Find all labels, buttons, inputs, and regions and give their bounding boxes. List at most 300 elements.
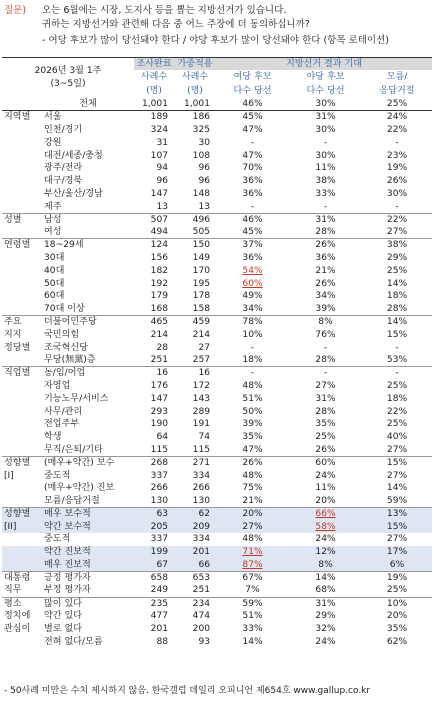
row-label-text: 약간 진보적 xyxy=(44,547,91,558)
weighted-count-text: 266 xyxy=(192,483,211,494)
opposition-pct xyxy=(289,635,362,648)
sample-count-text: 67 xyxy=(156,559,169,570)
weighted-count xyxy=(174,226,216,239)
weighted-count xyxy=(174,495,216,508)
question-line-2: 귀하는 지방선거와 관련해 다음 중 어느 주장에 더 동의하십니까? xyxy=(42,19,310,30)
weighted-count-text: 130 xyxy=(192,495,211,506)
row-label xyxy=(40,328,134,341)
row-label xyxy=(40,392,134,405)
row-group-label xyxy=(2,290,40,303)
ruling-pct xyxy=(216,98,289,111)
sample-count-text: 96 xyxy=(156,176,169,187)
weighted-count xyxy=(174,277,216,290)
opposition-pct-text: 8% xyxy=(318,559,333,570)
dontknow-pct-text: 19% xyxy=(386,573,408,584)
table-row xyxy=(2,482,432,495)
sample-count-text: 235 xyxy=(150,598,169,609)
ruling-pct-text: 70% xyxy=(242,163,263,174)
sample-count xyxy=(134,533,174,546)
ruling-pct xyxy=(216,520,289,533)
sample-count-text: 168 xyxy=(150,303,169,314)
row-group-label xyxy=(2,533,40,546)
dontknow-pct-text: 26% xyxy=(386,176,408,187)
weighted-count xyxy=(174,482,216,495)
sample-count-text: 266 xyxy=(150,483,169,494)
sample-count-text: 658 xyxy=(150,573,169,584)
sample-count-text: 124 xyxy=(150,240,169,251)
table-row xyxy=(2,149,432,162)
row-label xyxy=(40,111,134,124)
weighted-count xyxy=(174,520,216,533)
sample-count xyxy=(134,405,174,418)
opposition-pct xyxy=(289,277,362,290)
row-group-label xyxy=(2,200,40,213)
dontknow-pct xyxy=(362,303,432,316)
row-label-text: 약간 있다 xyxy=(44,611,83,622)
opposition-pct xyxy=(289,111,362,124)
table-row xyxy=(2,328,432,341)
ruling-pct-text: 36% xyxy=(242,188,263,199)
table-row xyxy=(2,597,432,610)
ruling-pct-text: 26% xyxy=(242,457,263,468)
opposition-pct-text: 25% xyxy=(315,432,336,443)
table-row xyxy=(2,277,432,290)
row-group-label-text: 평소 xyxy=(4,598,22,609)
opposition-pct xyxy=(289,610,362,623)
ruling-pct xyxy=(216,162,289,175)
table-row xyxy=(2,392,432,405)
ruling-pct-text: 48% xyxy=(242,534,263,545)
table-row xyxy=(2,136,432,149)
opposition-pct xyxy=(289,559,362,572)
row-label-text: 서울 xyxy=(44,112,62,123)
opposition-pct xyxy=(289,226,362,239)
row-label xyxy=(40,559,134,572)
row-label xyxy=(40,252,134,265)
row-group-label xyxy=(2,354,40,367)
row-group-label xyxy=(2,341,40,354)
sample-count-text: 156 xyxy=(150,252,169,263)
table-row xyxy=(2,380,432,393)
table-row xyxy=(2,610,432,623)
weighted-count xyxy=(174,239,216,252)
weighted-count-text: 27 xyxy=(198,342,211,353)
weighted-count xyxy=(174,149,216,162)
sample-count xyxy=(134,571,174,584)
row-label-text: 약간 보수적 xyxy=(44,521,91,532)
dontknow-pct-text: 59% xyxy=(386,495,408,506)
row-label-text: 여성 xyxy=(44,227,62,238)
opposition-pct-text: 11% xyxy=(315,483,336,494)
weighted-count xyxy=(174,98,216,111)
dontknow-pct-text: 15% xyxy=(386,457,408,468)
ruling-pct xyxy=(216,277,289,290)
row-group-label-text: 성별 xyxy=(4,214,22,225)
ruling-pct xyxy=(216,469,289,482)
weighted-count xyxy=(174,264,216,277)
sample-count-text: 268 xyxy=(150,457,169,468)
ruling-pct-text: 49% xyxy=(242,291,263,302)
row-label-text: 무당(無黨)층 xyxy=(44,355,96,366)
row-label xyxy=(40,136,134,149)
opposition-pct-text: 21% xyxy=(315,265,336,276)
sample-count xyxy=(134,290,174,303)
weighted-count-text: 334 xyxy=(192,534,211,545)
opposition-pct-text: - xyxy=(323,201,328,212)
dontknow-pct-text: 13% xyxy=(386,509,408,520)
dontknow-pct xyxy=(362,405,432,418)
weighted-count-text: 148 xyxy=(192,188,211,199)
dontknow-pct xyxy=(362,520,432,533)
ruling-pct-text: 20% xyxy=(242,509,263,520)
table-row xyxy=(2,162,432,175)
ruling-pct xyxy=(216,533,289,546)
weighted-count xyxy=(174,431,216,444)
opposition-pct-text: 35% xyxy=(315,419,336,430)
opposition-pct xyxy=(289,597,362,610)
weighted-count-text: 66 xyxy=(198,559,211,570)
dontknow-pct-text: 14% xyxy=(386,278,408,289)
opposition-pct-text: 27% xyxy=(315,380,336,391)
row-group-label-text: 연령별 xyxy=(4,240,31,251)
table-row xyxy=(2,571,432,584)
ruling-pct xyxy=(216,226,289,239)
ruling-pct xyxy=(216,444,289,457)
opposition-pct xyxy=(289,495,362,508)
footnote: - 50사례 미만은 수치 제시하지 않음. 한국갤럽 데일리 오피니언 제654호 www.gallup.co.kr xyxy=(4,686,371,696)
question-line-1: 오는 6월에는 시장, 도지사 등을 뽑는 지방선거가 있습니다. xyxy=(42,5,287,16)
row-label xyxy=(40,162,134,175)
sample-count-text: 201 xyxy=(150,624,169,635)
sample-count-text: 507 xyxy=(150,214,169,225)
row-group-label-text: 관심이 xyxy=(4,624,31,635)
table-row xyxy=(2,111,432,124)
ruling-header-2: 다수 당선 xyxy=(233,86,272,96)
row-label xyxy=(40,226,134,239)
opposition-pct xyxy=(289,533,362,546)
dontknow-pct xyxy=(362,597,432,610)
ruling-pct xyxy=(216,508,289,521)
ruling-pct xyxy=(216,200,289,213)
ruling-pct-text: 27% xyxy=(242,521,263,532)
row-label-text: 70대 이상 xyxy=(44,303,85,314)
sample-count xyxy=(134,635,174,648)
opposition-pct-text: 30% xyxy=(315,124,336,135)
weighted-count xyxy=(174,367,216,380)
row-group-label-text: 주요 xyxy=(4,317,22,328)
row-group-label-text: 정당별 xyxy=(4,342,31,353)
ruling-pct xyxy=(216,328,289,341)
ruling-pct-text: - xyxy=(250,201,255,212)
dontknow-pct-text: 15% xyxy=(386,329,408,340)
row-label xyxy=(40,482,134,495)
row-label-text: 무직/은퇴/기타 xyxy=(44,444,103,455)
sample-count xyxy=(134,188,174,201)
dontknow-pct xyxy=(362,239,432,252)
dontknow-pct xyxy=(362,431,432,444)
weighted-count xyxy=(174,252,216,265)
row-group-label xyxy=(2,444,40,457)
opposition-pct-text: 8% xyxy=(318,317,333,328)
row-label-text: 더불어민주당 xyxy=(44,317,97,328)
table-row xyxy=(2,175,432,188)
ruling-pct xyxy=(216,392,289,405)
sample-count-text: 249 xyxy=(150,585,169,596)
row-label-text: 남성 xyxy=(44,214,62,225)
sample-count xyxy=(134,162,174,175)
row-label-text: 50대 xyxy=(44,278,65,289)
opposition-pct xyxy=(289,213,362,226)
sample-count-text: 477 xyxy=(150,611,169,622)
dontknow-pct xyxy=(362,392,432,405)
table-row xyxy=(2,405,432,418)
table-row xyxy=(2,623,432,636)
weighted-count xyxy=(174,469,216,482)
row-group-label xyxy=(2,136,40,149)
opposition-pct xyxy=(289,341,362,354)
dontknow-pct-text: 18% xyxy=(386,393,408,404)
dontknow-pct xyxy=(362,546,432,559)
sample-count-text: 337 xyxy=(150,534,169,545)
weighted-count xyxy=(174,456,216,469)
row-group-label xyxy=(2,431,40,444)
opposition-pct xyxy=(289,239,362,252)
ruling-pct-text: 78% xyxy=(242,317,263,328)
sample-count xyxy=(134,341,174,354)
ruling-pct xyxy=(216,341,289,354)
sample-count-text: 94 xyxy=(156,163,169,174)
dontknow-pct-text: 27% xyxy=(386,227,408,238)
row-label-text: 중도적 xyxy=(44,470,71,481)
ruling-pct xyxy=(216,136,289,149)
row-label-text: (매우+약간) 보수 xyxy=(44,457,115,468)
opposition-pct-text: 30% xyxy=(315,99,336,110)
row-label-text: 긍정 평가자 xyxy=(44,573,91,584)
weighted-count xyxy=(174,444,216,457)
opposition-pct-text: 32% xyxy=(315,624,336,635)
opposition-pct xyxy=(289,354,362,367)
sample-count xyxy=(134,303,174,316)
dontknow-pct xyxy=(362,418,432,431)
row-group-label xyxy=(2,328,40,341)
table-row xyxy=(2,546,432,559)
ruling-pct-text: 87% xyxy=(242,559,263,570)
sample-count-text: 64 xyxy=(156,432,169,443)
sample-count-text: 31 xyxy=(156,137,169,148)
ruling-pct-text: 47% xyxy=(242,150,263,161)
sample-count xyxy=(134,252,174,265)
row-group-label xyxy=(2,559,40,572)
sample-count xyxy=(134,149,174,162)
weighted-count xyxy=(174,418,216,431)
weighted-count-text: 16 xyxy=(198,368,211,379)
weighted-count xyxy=(174,136,216,149)
dontknow-pct-text: 25% xyxy=(386,419,408,430)
row-group-label xyxy=(2,124,40,137)
dontknow-pct xyxy=(362,380,432,393)
row-label-text: 대구/경북 xyxy=(44,176,83,187)
weighted-count-text: 209 xyxy=(192,521,211,532)
row-label xyxy=(40,380,134,393)
opposition-pct-text: 68% xyxy=(315,585,336,596)
opposition-pct xyxy=(289,149,362,162)
row-group-label xyxy=(2,546,40,559)
ruling-pct-text: 33% xyxy=(242,624,263,635)
ruling-pct xyxy=(216,124,289,137)
row-label-text: 국민의힘 xyxy=(44,329,80,340)
dontknow-pct-text: 40% xyxy=(386,432,408,443)
ruling-pct-text: 37% xyxy=(242,240,263,251)
opposition-pct xyxy=(289,316,362,329)
weighted-count xyxy=(174,341,216,354)
row-label-text: 전체 xyxy=(79,99,97,110)
dontknow-pct xyxy=(362,162,432,175)
weighted-count xyxy=(174,571,216,584)
sample-count-text: 130 xyxy=(150,495,169,506)
dontknow-pct-text: 22% xyxy=(386,406,408,417)
dontknow-pct-text: 27% xyxy=(386,470,408,481)
sample-count xyxy=(134,520,174,533)
weighted-count-text: 234 xyxy=(192,598,211,609)
table-row xyxy=(2,303,432,316)
weighted-count-text: 93 xyxy=(198,636,211,647)
weighted-count xyxy=(174,597,216,610)
opposition-pct-text: 24% xyxy=(315,636,336,647)
result-group-header: 지방선거 결과 기대 xyxy=(216,58,432,71)
weighted-count-text: 186 xyxy=(192,112,211,123)
weighted-count xyxy=(174,188,216,201)
weighted-count-text: 505 xyxy=(192,227,211,238)
question-line-3: - 여당 후보가 많이 당선돼야 한다 / 야당 후보가 많이 당선돼야 한다 (항목 로테이션) xyxy=(42,35,389,46)
row-group-label-text: 정치에 xyxy=(4,611,31,622)
weighted-count-text: 143 xyxy=(192,393,211,404)
weighted-count-text: 271 xyxy=(192,457,211,468)
sample-count-text: 192 xyxy=(150,278,169,289)
dontknow-pct-text: - xyxy=(395,342,399,353)
weighted-count xyxy=(174,380,216,393)
sample-count-text: 28 xyxy=(156,342,169,353)
opposition-pct xyxy=(289,188,362,201)
ruling-pct-text: 75% xyxy=(242,483,263,494)
row-label-text: 전혀 없다/모름 xyxy=(44,636,103,647)
ruling-pct-text: 51% xyxy=(242,393,263,404)
sample-count xyxy=(134,495,174,508)
opposition-pct xyxy=(289,456,362,469)
weighted-count-text: 289 xyxy=(192,406,211,417)
table-row xyxy=(2,200,432,213)
row-label-text: 자영업 xyxy=(44,380,71,391)
opposition-header-2: 다수 당선 xyxy=(306,86,345,96)
table-row xyxy=(2,290,432,303)
row-group-label xyxy=(2,277,40,290)
ruling-pct-text: 46% xyxy=(242,214,263,225)
opposition-pct xyxy=(289,571,362,584)
sample-count-text: 147 xyxy=(150,188,169,199)
ruling-pct-text: 51% xyxy=(242,611,263,622)
weighted-count xyxy=(174,392,216,405)
weighted-count xyxy=(174,328,216,341)
period-header xyxy=(2,58,134,99)
ruling-pct-text: 36% xyxy=(242,252,263,263)
dontknow-pct xyxy=(362,469,432,482)
opposition-pct xyxy=(289,444,362,457)
row-group-label xyxy=(2,149,40,162)
row-label-text: (매우+약간) 진보 xyxy=(44,483,115,494)
row-label-text: 광주/전라 xyxy=(44,163,83,174)
ruling-pct xyxy=(216,264,289,277)
row-group-label xyxy=(2,584,40,597)
ruling-pct xyxy=(216,213,289,226)
opposition-pct xyxy=(289,367,362,380)
weighted-count xyxy=(174,610,216,623)
ruling-pct xyxy=(216,571,289,584)
sample-count xyxy=(134,508,174,521)
dontknow-pct xyxy=(362,508,432,521)
row-label xyxy=(40,469,134,482)
dontknow-pct-text: 22% xyxy=(386,124,408,135)
ruling-pct-text: 47% xyxy=(242,444,263,455)
opposition-pct-text: 26% xyxy=(315,444,336,455)
dontknow-pct-text: 53% xyxy=(386,355,408,366)
row-group-label xyxy=(2,392,40,405)
row-label xyxy=(40,213,134,226)
table-row xyxy=(2,431,432,444)
opposition-pct xyxy=(289,520,362,533)
row-label-text: 모름/응답거절 xyxy=(44,495,100,506)
dontknow-pct xyxy=(362,584,432,597)
sample-count xyxy=(134,469,174,482)
dontknow-pct-text: 35% xyxy=(386,624,408,635)
opposition-pct-text: 20% xyxy=(315,495,336,506)
dontknow-pct xyxy=(362,635,432,648)
dontknow-pct xyxy=(362,124,432,137)
row-group-label xyxy=(2,175,40,188)
weighted-group-header: 가중적용 xyxy=(174,58,216,71)
opposition-pct-text: 76% xyxy=(315,329,336,340)
weighted-count xyxy=(174,354,216,367)
row-label-text: 대전/세종/충청 xyxy=(44,150,103,161)
opposition-pct xyxy=(289,405,362,418)
opposition-pct-text: 28% xyxy=(315,406,336,417)
ruling-pct xyxy=(216,175,289,188)
opposition-pct xyxy=(289,200,362,213)
weighted-count-text: 474 xyxy=(192,611,211,622)
row-label-text: 농/임/어업 xyxy=(44,368,86,379)
weighted-count xyxy=(174,290,216,303)
dontknow-pct xyxy=(362,341,432,354)
opposition-pct xyxy=(289,124,362,137)
opposition-pct xyxy=(289,136,362,149)
row-label-text: 인천/경기 xyxy=(44,124,83,135)
row-label xyxy=(40,418,134,431)
opposition-pct-text: 39% xyxy=(315,303,336,314)
ruling-pct xyxy=(216,559,289,572)
sample-count-text: 189 xyxy=(150,112,169,123)
row-label xyxy=(40,316,134,329)
dontknow-pct-text: 23% xyxy=(386,150,408,161)
ruling-pct-text: 47% xyxy=(242,124,263,135)
results-table xyxy=(2,57,432,648)
row-group-label xyxy=(2,405,40,418)
weighted-count-text: 1,001 xyxy=(183,99,211,110)
opposition-pct xyxy=(289,482,362,495)
dontknow-pct-text: 15% xyxy=(386,521,408,532)
row-label-text: 30대 xyxy=(44,252,65,263)
row-label xyxy=(40,456,134,469)
row-group-label xyxy=(2,98,40,111)
row-label xyxy=(40,520,134,533)
dontknow-pct-text: 38% xyxy=(386,240,408,251)
